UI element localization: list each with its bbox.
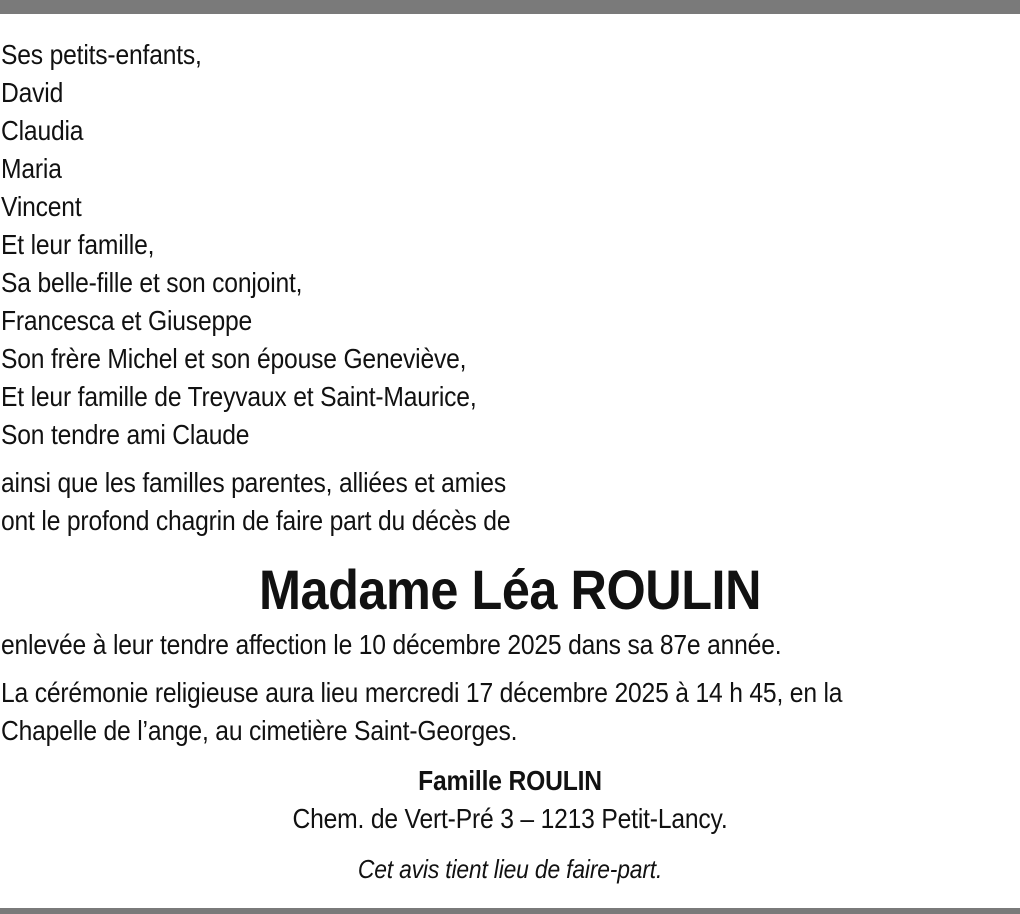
bottom-rule (0, 908, 1020, 914)
family-line: Francesca et Giuseppe (1, 305, 253, 336)
obituary-notice (1, 36, 1019, 888)
family-line: Vincent (1, 191, 82, 222)
ceremony-info (1, 674, 1019, 750)
signature-address: Chem. de Vert-Pré 3 – 1213 Petit-Lancy. (292, 803, 728, 834)
family-line: Ses petits-enfants, (1, 39, 202, 70)
family-line: Et leur famille de Treyvaux et Saint-Maurice, (1, 381, 477, 412)
family-line: Sa belle-fille et son conjoint, (1, 267, 303, 298)
family-line: Et leur famille, (1, 229, 155, 260)
family-line: Son tendre ami Claude (1, 419, 250, 450)
footer-note: Cet avis tient lieu de faire-part. (357, 854, 663, 884)
announcement-line: ont le profond chagrin de faire part du décès de (1, 505, 511, 536)
family-list (1, 36, 1019, 454)
ceremony-line: La cérémonie religieuse aura lieu mercredi 17 décembre 2025 à 14 h 45, en la (1, 677, 843, 708)
passing-line: enlevée à leur tendre affection le 10 décembre 2025 dans sa 87e année. (1, 629, 782, 660)
family-line: David (1, 77, 64, 108)
announcement-line: ainsi que les familles parentes, alliées et amies (1, 467, 506, 498)
family-line: Claudia (1, 115, 84, 146)
family-line: Maria (1, 153, 62, 184)
family-line: Son frère Michel et son épouse Geneviève, (1, 343, 467, 374)
signature-family: Famille ROULIN (418, 765, 602, 796)
ceremony-line: Chapelle de l’ange, au cimetière Saint-Georges. (1, 715, 518, 746)
spacer (1, 664, 1019, 674)
deceased-name: Madame Léa ROULIN (258, 558, 762, 621)
announcement (1, 464, 1019, 540)
spacer (1, 454, 1019, 464)
top-rule (0, 0, 1020, 14)
